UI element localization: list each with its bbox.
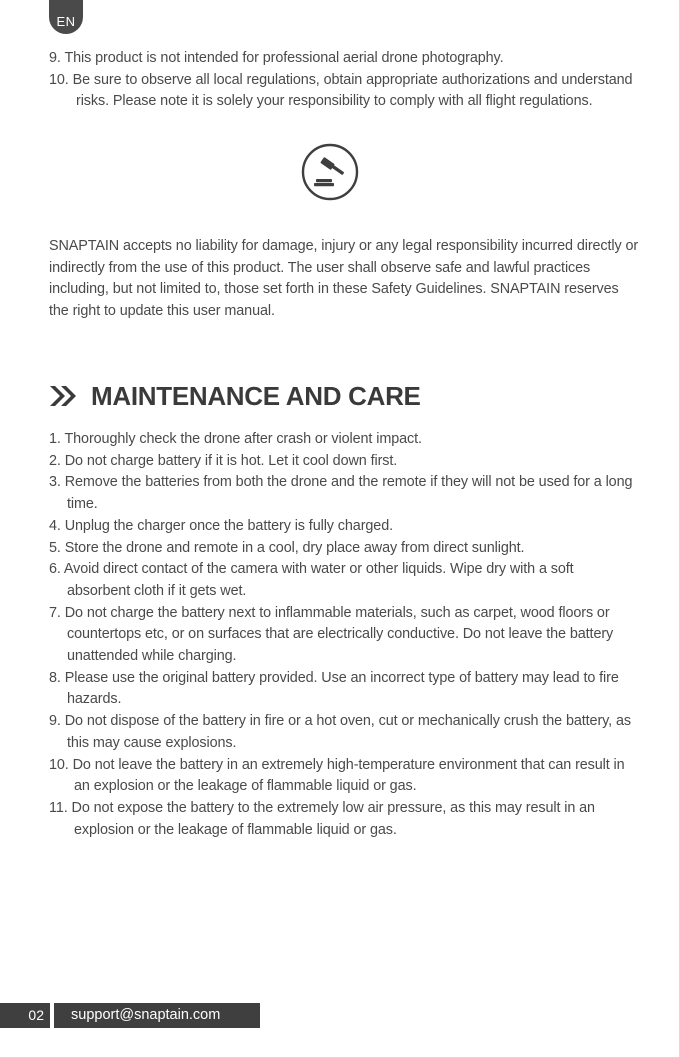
item-number: 11. — [49, 799, 68, 816]
item-number: 10. — [49, 71, 69, 88]
item-text: Do not charge battery if it is hot. Let it cool down first. — [64, 452, 398, 469]
item-text: Do not leave the battery in an extremely high-temperature environment that can result in an explosion or the leakage of flammable liquid or gas. — [72, 756, 625, 795]
maintenance-list — [49, 429, 639, 841]
page-footer — [0, 1003, 260, 1028]
section-title: MAINTENANCE AND CARE — [91, 380, 421, 411]
list-item — [49, 755, 639, 798]
item-number: 5. — [49, 539, 61, 556]
list-item — [49, 538, 639, 560]
gavel-icon — [301, 143, 359, 201]
support-email: support@snaptain.com — [54, 1003, 260, 1028]
item-number: 1. — [49, 431, 61, 447]
item-number: 7. — [49, 604, 61, 621]
item-text: Store the drone and remote in a cool, dry place away from direct sunlight. — [64, 539, 525, 556]
item-number: 10. — [49, 756, 69, 773]
item-number: 3. — [49, 474, 61, 491]
item-text: Please use the original battery provided. Use an incorrect type of battery may lead to fire hazards. — [64, 669, 619, 708]
double-chevron-icon — [49, 385, 79, 407]
item-text: Avoid direct contact of the camera with water or other liquids. Wipe dry with a soft absorbent cloth if it gets wet. — [63, 561, 574, 599]
list-item — [49, 603, 639, 668]
item-number: 9. — [49, 50, 61, 66]
list-item — [49, 48, 639, 70]
list-item — [49, 70, 639, 113]
list-item — [49, 516, 639, 538]
item-text: Unplug the charger once the battery is fully charged. — [64, 517, 393, 534]
item-text: Do not expose the battery to the extremely low air pressure, as this may result in an explosion or the leakage of flammable liquid or gas. — [71, 799, 595, 838]
item-number: 8. — [49, 669, 61, 686]
item-text: Do not dispose of the battery in fire or a hot oven, cut or mechanically crush the battery, as this may cause explosions. — [64, 713, 631, 751]
list-item — [49, 472, 639, 515]
item-text: Do not charge the battery next to inflammable materials, such as carpet, wood floors or countertops etc, or on surfaces that are electrically conductive. Do not leave the battery unattended while charging. — [64, 604, 614, 665]
item-number: 6. — [49, 561, 61, 578]
list-item — [49, 559, 639, 602]
item-text: Be sure to observe all local regulations, obtain appropriate authorizations and understand risks. Please note it is solely your responsibility to comply with all flight regulations. — [72, 71, 633, 110]
list-item — [49, 668, 639, 711]
language-badge: EN — [49, 0, 83, 34]
list-item — [49, 451, 639, 473]
item-number: 4. — [49, 517, 61, 534]
item-number: 2. — [49, 452, 61, 469]
list-item — [49, 429, 639, 451]
section-heading — [49, 376, 421, 416]
item-text: Remove the batteries from both the drone and the remote if they will not be used for a long time. — [64, 474, 633, 513]
list-item — [49, 711, 639, 754]
item-text: This product is not intended for professional aerial drone photography. — [64, 50, 504, 66]
list-item — [49, 798, 639, 841]
page-number: 02 — [0, 1003, 50, 1028]
safety-list-continued — [49, 48, 639, 113]
item-number: 9. — [49, 713, 61, 730]
liability-disclaimer: SNAPTAIN accepts no liability for damage, injury or any legal responsibility incurred directly or indirectly from the use of this product. The user shall observe safe and lawful practices including, but not limited to, those set forth in these Safety Guidelines. SNAPTAIN reserves the right to update this user manual. — [49, 238, 639, 320]
item-text: Thoroughly check the drone after crash or violent impact. — [64, 431, 422, 447]
